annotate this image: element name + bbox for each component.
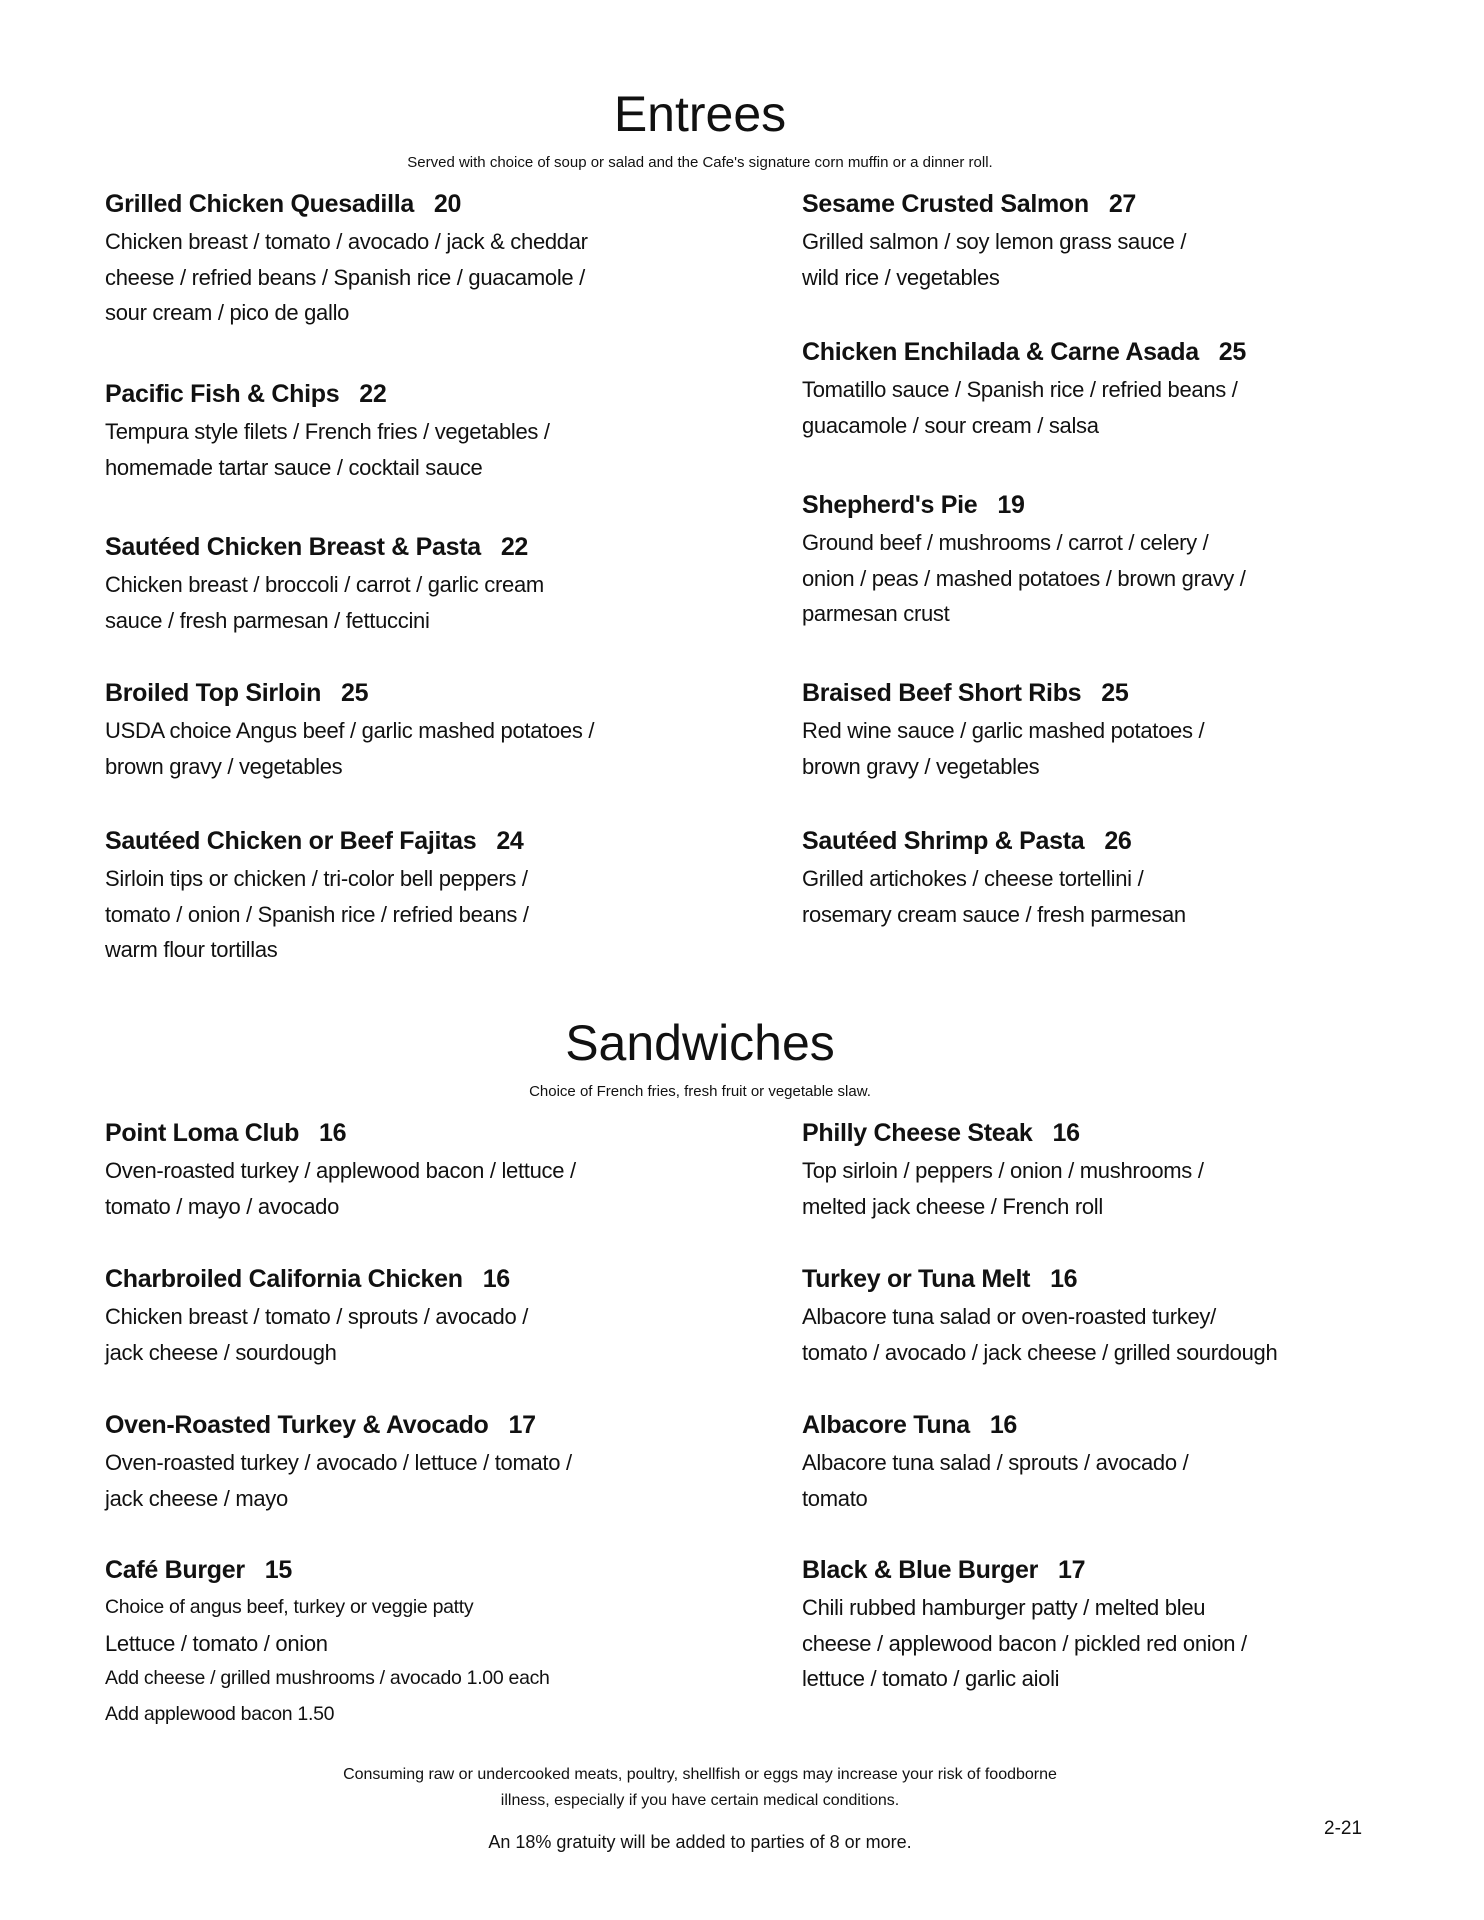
food-safety-warning-line-2: illness, especially if you have certain medical conditions.	[500, 1792, 900, 1809]
menu-item-name: Turkey or Tuna Melt	[802, 1265, 1031, 1293]
menu-item	[802, 1260, 1442, 1370]
menu-item	[105, 528, 745, 638]
menu-item-name: Black & Blue Burger	[802, 1556, 1039, 1584]
menu-item	[802, 333, 1442, 443]
menu-item-price: 26	[1104, 827, 1132, 855]
menu-item-description-line: melted jack cheese / French roll	[802, 1193, 1103, 1219]
menu-item-description-line: Chicken breast / tomato / avocado / jack & cheddar	[105, 229, 588, 254]
menu-item-description-line: USDA choice Angus beef / garlic mashed potatoes /	[105, 718, 595, 743]
menu-item-name: Pacific Fish & Chips	[105, 380, 340, 408]
menu-item	[105, 822, 745, 968]
menu-item-description-line: guacamole / sour cream / salsa	[802, 412, 1099, 438]
menu-item-description-line: Oven-roasted turkey / avocado / lettuce / tomato /	[105, 1450, 572, 1475]
menu-item-description-line: onion / peas / mashed potatoes / brown gravy /	[802, 565, 1246, 591]
menu-item-description-line: Albacore tuna salad or oven-roasted turkey/	[802, 1304, 1216, 1329]
menu-item-name: Chicken Enchilada & Carne Asada	[802, 338, 1199, 366]
menu-item-description-line: sour cream / pico de gallo	[105, 300, 350, 325]
menu-item-price: 15	[264, 1556, 292, 1584]
menu-item-description-line: wild rice / vegetables	[802, 264, 1000, 290]
menu-item-price: 22	[359, 380, 387, 408]
entrees-heading: Entrees	[613, 86, 787, 142]
menu-item-description-line: warm flour tortillas	[105, 937, 278, 962]
menu-item-description-line: Red wine sauce / garlic mashed potatoes /	[802, 718, 1205, 743]
menu-item-description-line: tomato	[802, 1485, 868, 1511]
menu-item-name: Shepherd's Pie	[802, 491, 978, 519]
menu-item-price: 16	[989, 1411, 1018, 1439]
menu-item-price: 17	[1057, 1556, 1086, 1584]
menu-item-description-line: Tempura style filets / French fries / vegetables /	[105, 419, 550, 444]
menu-item	[105, 674, 745, 784]
menu-item-name: Broiled Top Sirloin	[105, 679, 322, 707]
menu-item	[105, 1551, 745, 1732]
menu-item-description-line: Tomatillo sauce / Spanish rice / refried beans /	[802, 377, 1238, 402]
food-safety-warning-line-1: Consuming raw or undercooked meats, poultry, shellfish or eggs may increase your risk of foodborne	[343, 1766, 1057, 1783]
menu-item-name: Charbroiled California Chicken	[105, 1265, 463, 1293]
menu-item-price: 25	[1218, 338, 1247, 366]
menu-item-description-line: brown gravy / vegetables	[802, 753, 1040, 779]
menu-item-description-line: cheese / applewood bacon / pickled red onion /	[802, 1630, 1247, 1656]
menu-item-price: 16	[482, 1265, 510, 1293]
menu-item-price: 25	[1101, 679, 1129, 707]
menu-item-description-line: Chicken breast / broccoli / carrot / garlic cream	[105, 572, 544, 597]
menu-item-description-line: Top sirloin / peppers / onion / mushrooms /	[802, 1158, 1204, 1183]
menu-item-price: 17	[508, 1411, 536, 1439]
menu-item-description-line: Lettuce / tomato / onion	[105, 1630, 328, 1656]
menu-item-name: Sautéed Shrimp & Pasta	[802, 827, 1085, 855]
menu-item-description-line: Albacore tuna salad / sprouts / avocado /	[802, 1450, 1189, 1475]
menu-item-name: Sautéed Chicken or Beef Fajitas	[105, 827, 477, 855]
menu-item-price: 24	[496, 827, 524, 855]
menu-item-description-line: jack cheese / sourdough	[105, 1339, 337, 1365]
menu-item-price: 16	[319, 1119, 347, 1147]
menu-item	[105, 1406, 745, 1516]
menu-item-description-line: tomato / onion / Spanish rice / refried beans /	[105, 901, 529, 927]
menu-item-description-line: Chili rubbed hamburger patty / melted bleu	[802, 1595, 1206, 1620]
menu-item	[802, 185, 1442, 295]
menu-item-description-line: Chicken breast / tomato / sprouts / avocado /	[105, 1304, 529, 1329]
menu-item	[802, 674, 1442, 784]
menu-item-price: 25	[341, 679, 369, 707]
menu-item	[802, 1551, 1442, 1697]
menu-item-name: Sautéed Chicken Breast & Pasta	[105, 533, 481, 561]
menu-item-name: Grilled Chicken Quesadilla	[105, 190, 414, 218]
menu-item-price: 19	[997, 491, 1025, 519]
menu-item	[802, 486, 1442, 632]
menu-item	[105, 375, 745, 485]
menu-item-description-line: homemade tartar sauce / cocktail sauce	[105, 454, 483, 480]
menu-item-description-line: Choice of angus beef, turkey or veggie patty	[105, 1596, 474, 1618]
menu-item-description-line: lettuce / tomato / garlic aioli	[802, 1666, 1060, 1691]
menu-item-description-line: jack cheese / mayo	[105, 1485, 288, 1511]
menu-item-price: 16	[1050, 1265, 1078, 1293]
menu-item	[105, 1114, 745, 1224]
sandwiches-subtitle: Choice of French fries, fresh fruit or vegetable slaw.	[529, 1083, 871, 1100]
entrees-subtitle: Served with choice of soup or salad and the Cafe's signature corn muffin or a dinner roll.	[407, 154, 993, 171]
menu-version-code: 2-21	[1324, 1818, 1363, 1839]
menu-item-name: Albacore Tuna	[802, 1411, 970, 1439]
menu-item-description-line: brown gravy / vegetables	[105, 753, 343, 779]
menu-item-name: Braised Beef Short Ribs	[802, 679, 1082, 707]
menu-item-price: 22	[500, 533, 529, 561]
menu-item-description-line: Grilled salmon / soy lemon grass sauce /	[802, 229, 1187, 254]
menu-item-description-line: Grilled artichokes / cheese tortellini /	[802, 866, 1144, 891]
menu-item-description-line: tomato / avocado / jack cheese / grilled sourdough	[802, 1339, 1278, 1365]
menu-item	[802, 1114, 1442, 1224]
menu-item-price: 20	[433, 190, 462, 218]
menu-item	[105, 185, 745, 331]
sandwiches-heading: Sandwiches	[565, 1015, 835, 1071]
menu-item-description-line: Sirloin tips or chicken / tri-color bell peppers /	[105, 866, 528, 891]
menu-item-description-line: Add cheese / grilled mushrooms / avocado 1.00 each	[105, 1667, 550, 1689]
menu-item-description-line: Add applewood bacon 1.50	[105, 1702, 335, 1725]
menu-item-price: 27	[1108, 190, 1137, 218]
menu-item-description-line: sauce / fresh parmesan / fettuccini	[105, 607, 430, 633]
menu-item	[105, 1260, 745, 1370]
menu-item-price: 16	[1052, 1119, 1080, 1147]
menu-item-description-line: parmesan crust	[802, 601, 950, 626]
menu-item-name: Sesame Crusted Salmon	[802, 190, 1089, 218]
menu-item-description-line: cheese / refried beans / Spanish rice / guacamole /	[105, 264, 585, 290]
menu-item-description-line: Ground beef / mushrooms / carrot / celery /	[802, 530, 1209, 555]
menu-item-name: Oven-Roasted Turkey & Avocado	[105, 1411, 489, 1439]
menu-item	[802, 1406, 1442, 1516]
menu-item-description-line: Oven-roasted turkey / applewood bacon / lettuce /	[105, 1158, 576, 1183]
menu-item-name: Café Burger	[105, 1556, 245, 1584]
menu-item-name: Philly Cheese Steak	[802, 1119, 1033, 1147]
menu-item	[802, 822, 1442, 932]
menu-item-description-line: tomato / mayo / avocado	[105, 1193, 340, 1219]
menu-item-name: Point Loma Club	[105, 1119, 300, 1147]
gratuity-note: An 18% gratuity will be added to parties of 8 or more.	[488, 1832, 912, 1852]
menu-item-description-line: rosemary cream sauce / fresh parmesan	[802, 901, 1186, 927]
